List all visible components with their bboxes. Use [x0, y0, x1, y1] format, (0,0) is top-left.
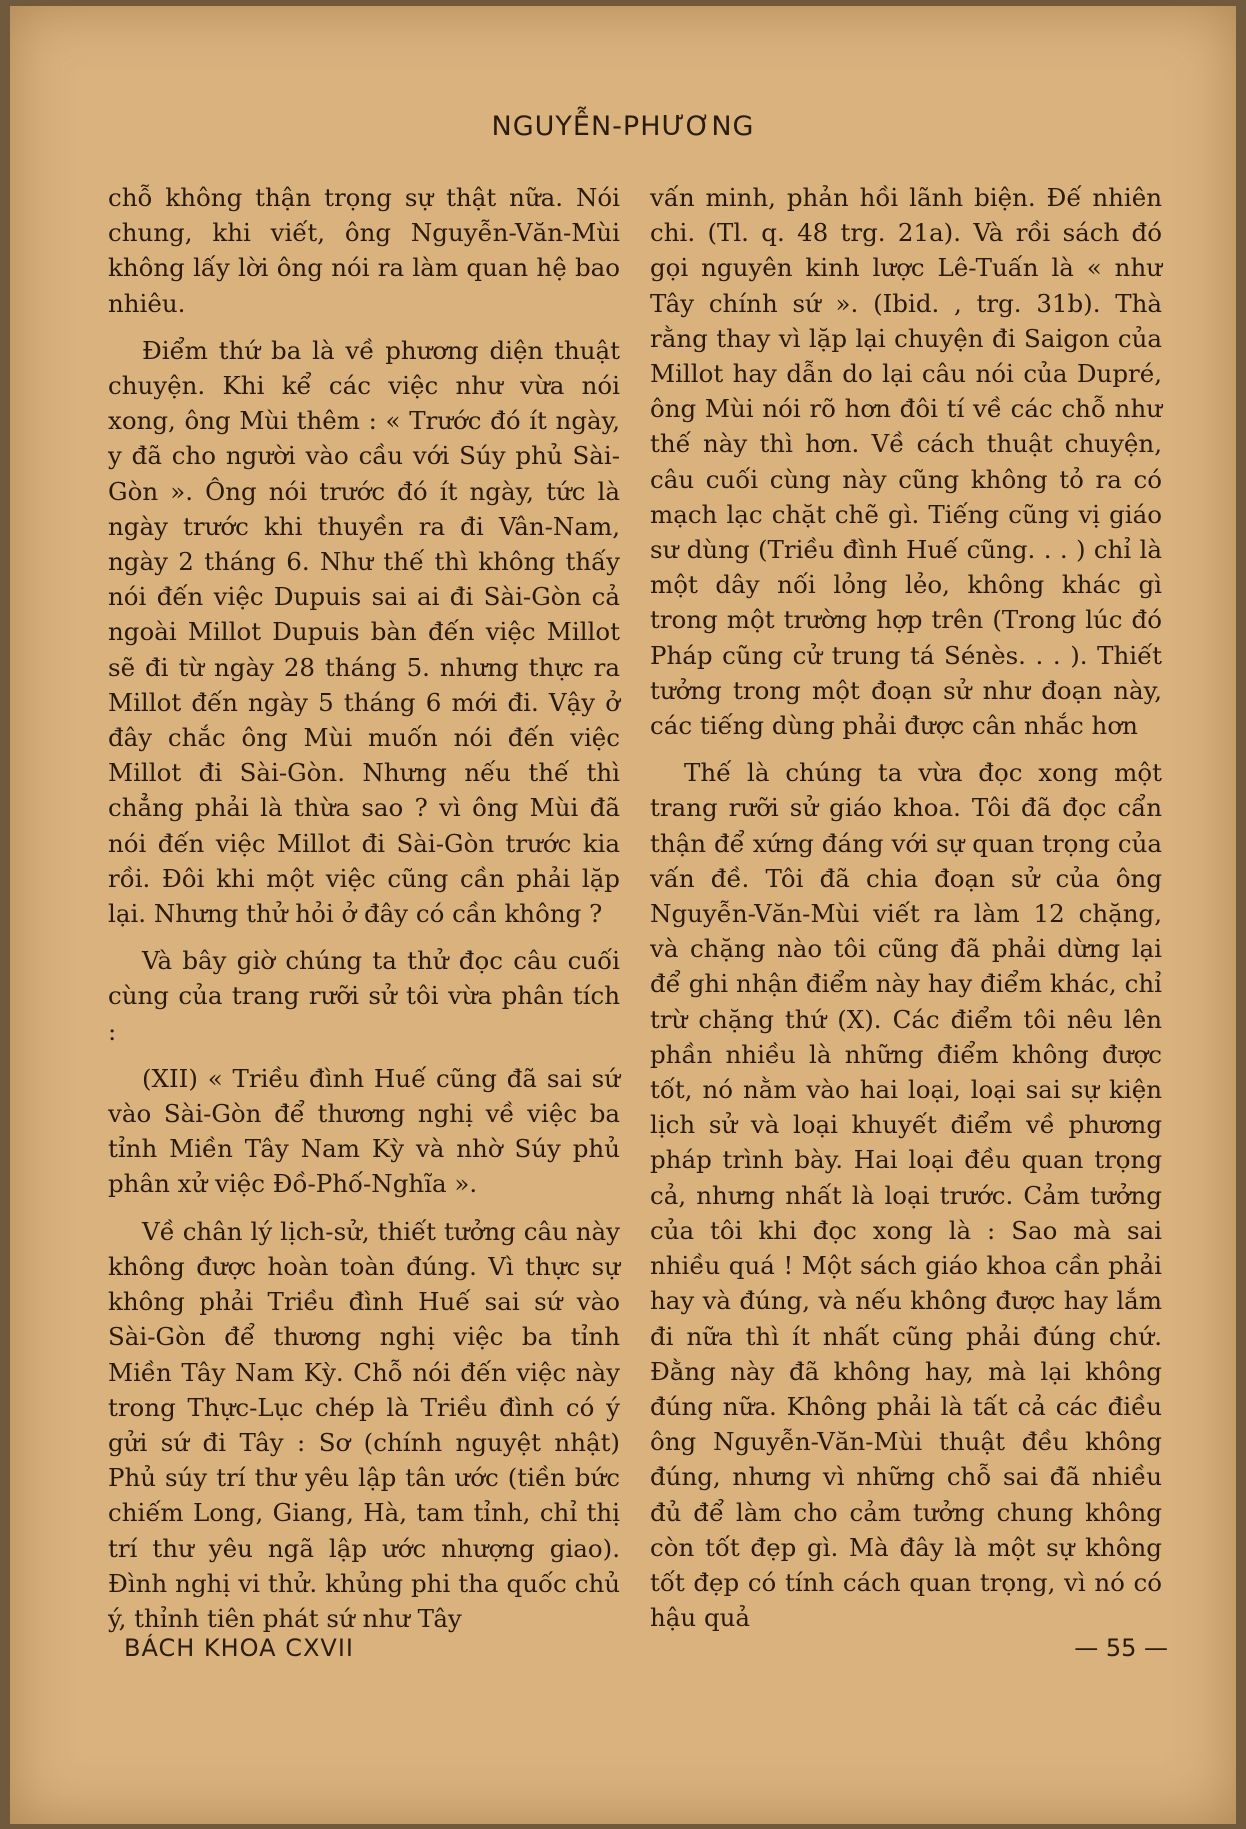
left-column	[108, 180, 620, 1636]
paragraph: Điểm thứ ba là về phương diện thuật chuyện. Khi kể các việc như vừa nói xong, ông Mùi thêm : « Trước đó ít ngày, y đã cho người vào cầu với Súy phủ Sài-Gòn ». Ông nói trước đó ít ngày, tức là ngày trước khi thuyền ra đi Vân-Nam, ngày 2 tháng 6. Như thế thì không thấy nói đến việc Dupuis sai ai đi Sài-Gòn cả ngoài Millot Dupuis bàn đến việc Millot sẽ đi từ ngày 28 tháng 5. nhưng thực ra Millot đến ngày 5 tháng 6 mới đi. Vậy ở đây chắc ông Mùi muốn nói đến việc Millot đi Sài-Gòn. Nhưng nếu thế thì chẳng phải là thừa sao ? vì ông Mùi đã nói đến việc Millot đi Sài-Gòn trước kia rồi. Đôi khi một việc cũng cần phải lặp lại. Nhưng thử hỏi ở đây có cần không ?	[108, 335, 620, 929]
paragraph: Thế là chúng ta vừa đọc xong một trang rưỡi sử giáo khoa. Tôi đã đọc cẩn thận để xứng đáng với sự quan trọng của vấn đề. Tôi đã chia đoạn sử của ông Nguyễn-Văn-Mùi viết ra làm 12 chặng, và chặng nào tôi cũng đã phải dừng lại để ghi nhận điểm này hay điểm khác, chỉ trừ chặng thứ (X). Các điểm tôi nêu lên phần nhiều là những điểm không được tốt, nó nằm vào hai loại, loại sai sự kiện lịch sử và loại khuyết điểm về phương pháp trình bày. Hai loại đều quan trọng cả, nhưng nhất là loại trước. Cảm tưởng của tôi khi đọc xong là : Sao mà sai nhiều quá ! Một sách giáo khoa cần phải hay và đúng, và nếu không được hay lắm đi nữa thì ít nhất cũng phải đúng chứ. Đằng này đã không hay, mà lại không đúng nữa. Không phải là tất cả các điều ông Nguyễn-Văn-Mùi thuật đều không đúng, nhưng vì những chỗ sai đã nhiều đủ để làm cho cảm tưởng chung không còn tốt đẹp gì. Mà đây là một sự không tốt đẹp có tính cách quan trọng, vì nó có hậu quả	[650, 758, 1162, 1633]
book-page	[10, 6, 1236, 1824]
paragraph: Về chân lý lịch-sử, thiết tưởng câu này không được hoàn toàn đúng. Vì thực sự không phải Triều đình Huế sai sứ vào Sài-Gòn để thương nghị việc ba tỉnh Miền Tây Nam Kỳ. Chỗ nói đến việc này trong Thực-Lục chép là Triều đình có ý gửi sứ đi Tây : Sơ (chính nguyệt nhật) Phủ súy trí thư yêu lập tân ước (tiền bức chiếm Long, Giang, Hà, tam tỉnh, chỉ thị trí thư yêu ngã lập ước nhượng giao). Đình nghị vi thử. khủng phi tha quốc chủ ý, thỉnh tiên phát sứ như Tây	[108, 1216, 620, 1633]
quoted-paragraph: (XII) « Triều đình Huế cũng đã sai sứ vào Sài-Gòn để thương nghị về việc ba tỉnh Miền Tây Nam Kỳ và nhờ Súy phủ phân xử việc Đồ-Phố-Nghĩa ».	[108, 1063, 620, 1199]
paragraph: vấn minh, phản hồi lãnh biện. Đế nhiên chi. (Tl. q. 48 trg. 21a). Và rồi sách đó gọi nguyên kinh lược Lê-Tuấn là « như Tây chính sứ ». (Ibid. , trg. 31b). Thà rằng thay vì lặp lại chuyện đi Saigon của Millot hay dẫn do lại câu nói của Dupré, ông Mùi nói rõ hơn đôi tí về các chỗ như thế này thì hơn. Về cách thuật chuyện, câu cuối cùng này cũng không tỏ ra có mạch lạc chặt chẽ gì. Tiếng cũng vị giáo sư dùng (Triều đình Huế cũng. . . ) chỉ là một dây nối lỏng lẻo, không khác gì trong một trường hợp trên (Trong lúc đó Pháp cũng cử trung tá Sénès. . . ). Thiết tưởng trong một đoạn sử như đoạn này, các tiếng dùng phải được cân nhắc hơn	[650, 183, 1162, 741]
paragraph: chỗ không thận trọng sự thật nữa. Nói chung, khi viết, ông Nguyễn-Văn-Mùi không lấy lời ông nói ra làm quan hệ bao nhiêu.	[108, 183, 620, 318]
paragraph: Và bây giờ chúng ta thử đọc câu cuối cùng của trang rưỡi sử tôi vừa phân tích :	[108, 946, 620, 1046]
right-column	[650, 180, 1162, 1635]
running-head: NGUYỄN-PHƯƠNG	[491, 111, 755, 142]
journal-footer: BÁCH KHOA CXVII	[124, 1634, 354, 1662]
page-number: — 55 —	[1074, 1634, 1168, 1662]
